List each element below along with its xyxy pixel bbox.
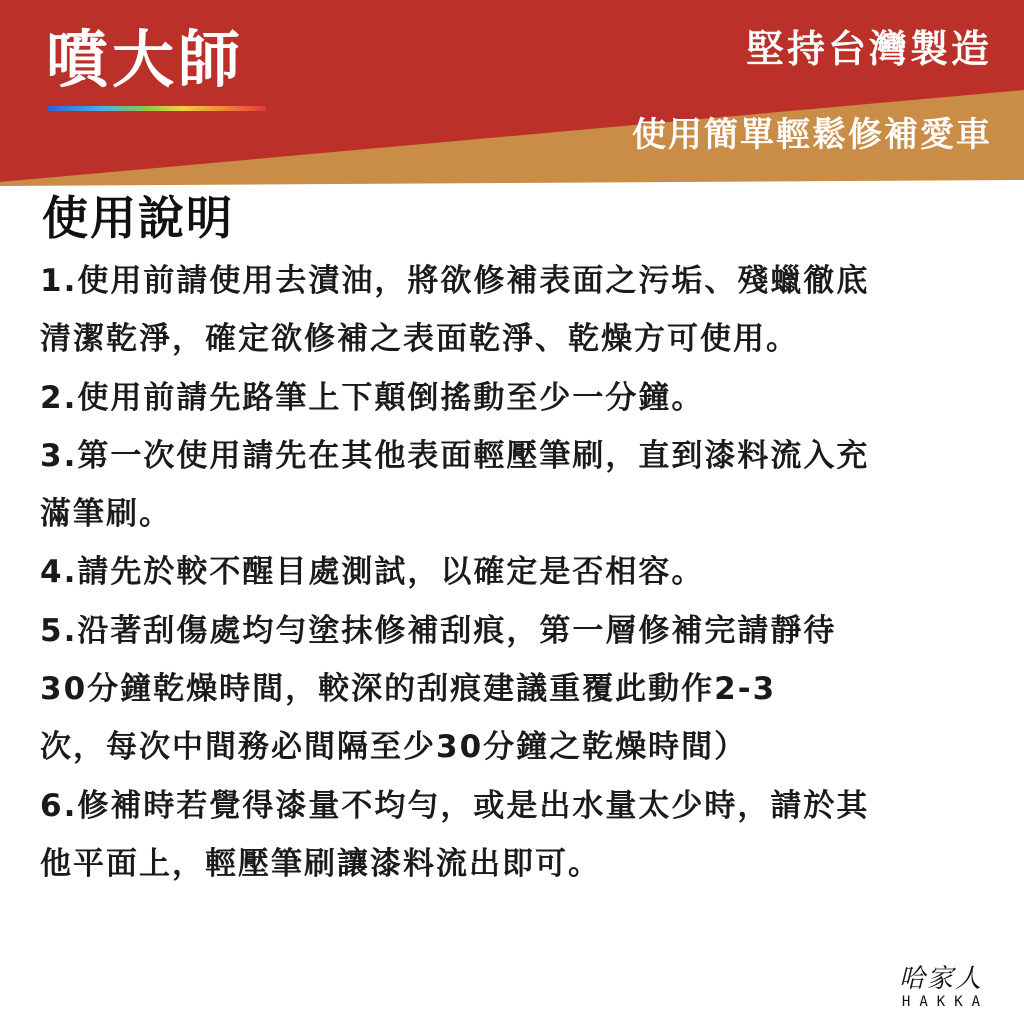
- instruction-line: 3.第一次使用請先在其他表面輕壓筆刷，直到漆料流入充: [40, 437, 870, 474]
- instruction-line: 4.請先於較不醒目處測試，以確定是否相容。: [40, 554, 705, 591]
- instructions-section: [40, 188, 990, 893]
- header-banner: [0, 0, 1024, 190]
- brand-rainbow-underline: [48, 106, 266, 111]
- instruction-line: 清潔乾淨，確定欲修補之表面乾淨、乾燥方可使用。: [40, 321, 799, 358]
- instruction-line: 5.沿著刮傷處均勻塗抹修補刮痕，第一層修補完請靜待: [40, 612, 837, 649]
- instructions-heading: 使用說明: [42, 191, 234, 245]
- slogan-secondary: 使用簡單輕鬆修補愛車: [632, 115, 992, 155]
- instruction-line: 他平面上，輕壓筆刷讓漆料流出即可。: [40, 845, 601, 882]
- logo-text: HAKKA: [901, 994, 990, 1010]
- instruction-line: 2.使用前請先路筆上下顛倒搖動至少一分鐘。: [40, 379, 705, 416]
- brand-title: 噴大師: [46, 23, 245, 96]
- instruction-line: 滿筆刷。: [40, 496, 172, 533]
- instruction-line: 30分鐘乾燥時間，較深的刮痕建議重覆此動作2-3: [40, 671, 777, 708]
- logo-script: 哈家人: [898, 964, 983, 994]
- instruction-line: 1.使用前請使用去漬油，將欲修補表面之污垢、殘蠟徹底: [40, 263, 870, 299]
- hakka-logo: [886, 964, 996, 1010]
- instruction-line: 6.修補時若覺得漆量不均勻，或是出水量太少時，請於其: [40, 787, 870, 824]
- slogan-primary: 堅持台灣製造: [745, 27, 992, 71]
- instruction-line: 次，每次中間務必間隔至少30分鐘之乾燥時間）: [40, 729, 748, 766]
